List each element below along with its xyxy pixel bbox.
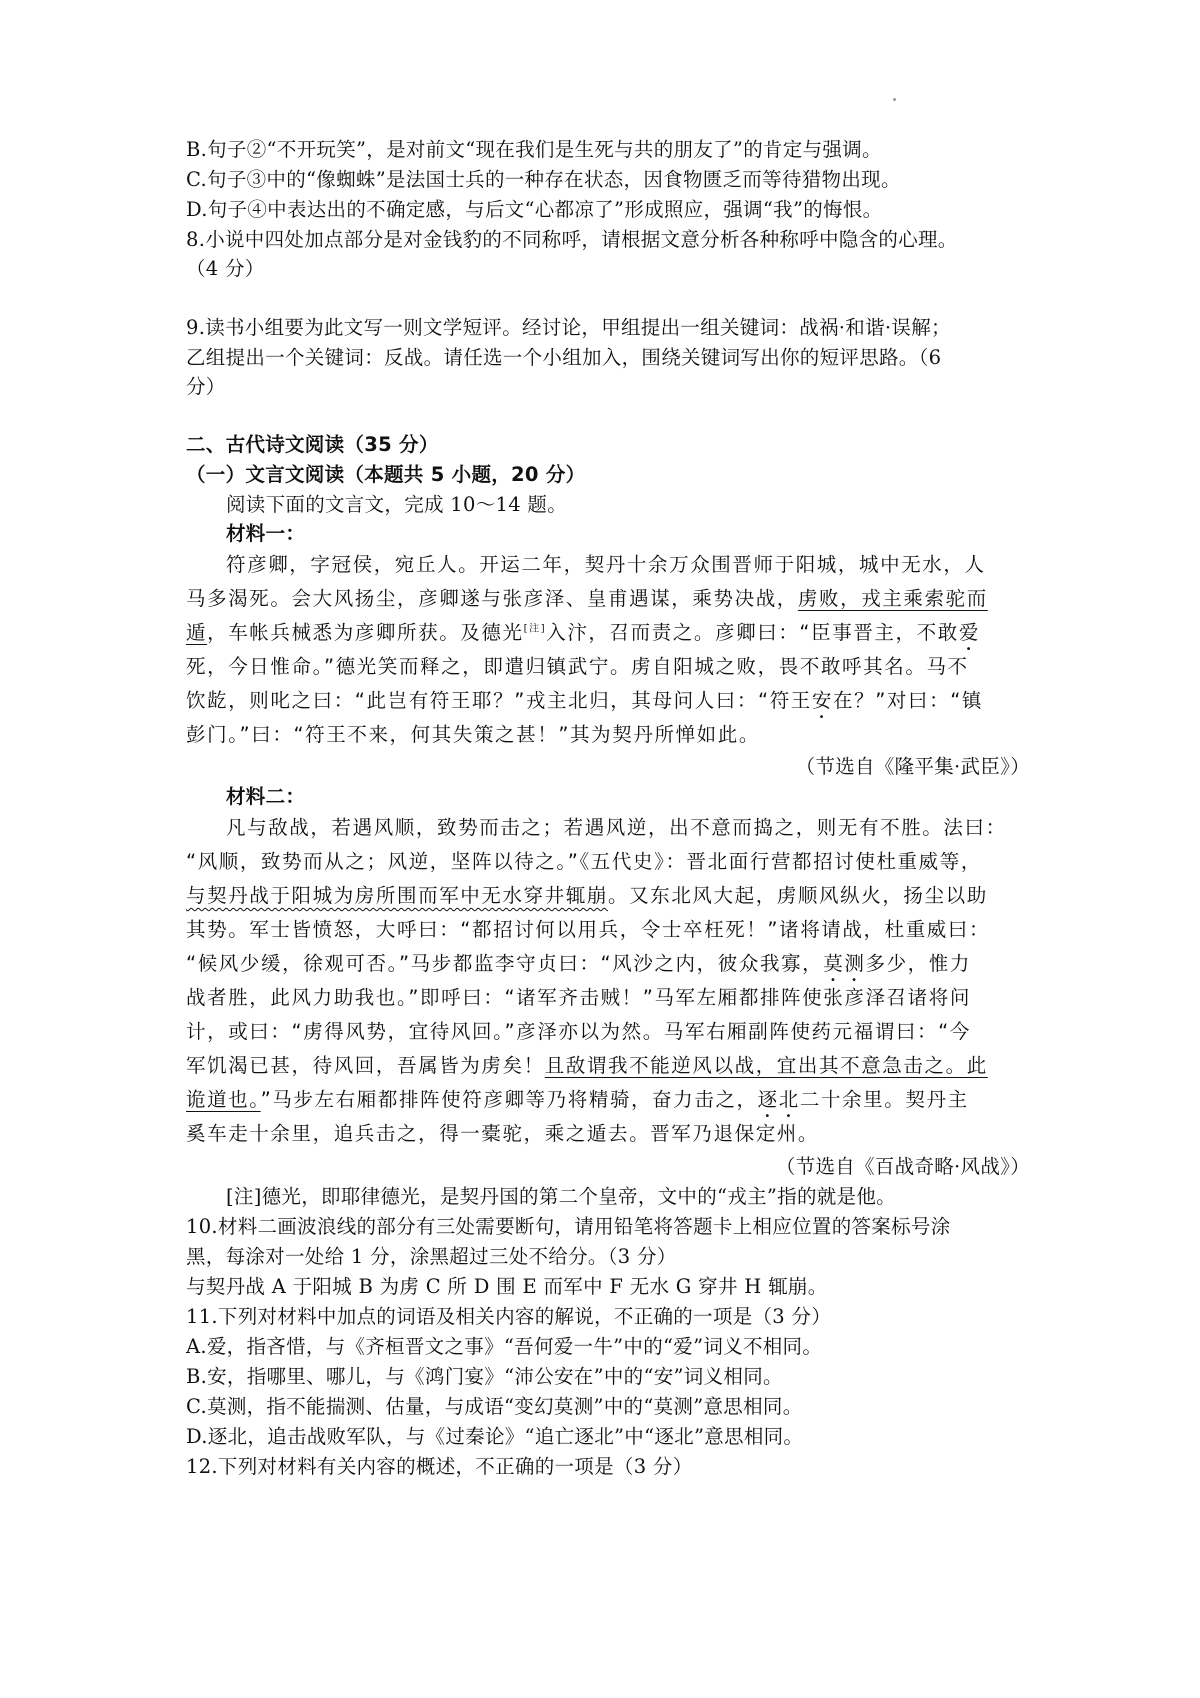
q12-stem: 12.下列对材料有关内容的概述，不正确的一项是（3 分） bbox=[186, 1455, 693, 1478]
m2-line8-text: 军饥渴已甚，待风回，吾属皆为虏矣！ bbox=[186, 1054, 545, 1077]
dotted-word-zhubei: 逐北 bbox=[757, 1088, 800, 1111]
m1-line1: 符彦卿，字冠侯，宛丘人。开运二年，契丹十余万众围晋师于阳城，城中无水，人 bbox=[226, 553, 986, 576]
q8-line1: 8.小说中四处加点部分是对金钱豹的不同称呼，请根据文意分析各种称呼中隐含的心理。 bbox=[186, 228, 958, 251]
q10-line2: 黑，每涂对一处给 1 分，涂黑超过三处不给分。（3 分） bbox=[186, 1245, 677, 1268]
q7-option-d: D.句子④中表达出的不确定感，与后文“心都凉了”形成照应，强调“我”的悔恨。 bbox=[186, 198, 883, 221]
m2-line7: 计，或曰：“虏得风势，宜待风回。”彦泽亦以为然。马军右厢副阵使药元福谓曰：“今 bbox=[186, 1020, 971, 1043]
note-marker: [注] bbox=[523, 623, 547, 635]
m1-line5-text2: 在？”对曰：“镇 bbox=[833, 689, 984, 712]
dotted-word-moce: 莫测 bbox=[823, 952, 866, 975]
m2-line5-text2: 多少，惟力 bbox=[865, 952, 971, 975]
q9-line1: 9.读书小组要为此文写一则文学短评。经讨论，甲组提出一组关键词：战祸·和谐·误解； bbox=[186, 316, 951, 339]
m2-line3-text: 。又东北风大起，虏顺风纵火，扬尘以助 bbox=[608, 884, 988, 907]
material2-title: 材料二： bbox=[226, 785, 306, 808]
m2-line4: 其势。军士皆愤怒，大呼曰：“都招讨何以用兵，令士卒枉死！”诸将请战，杜重威曰： bbox=[186, 918, 991, 941]
q9-line3: 分） bbox=[186, 375, 226, 398]
q11-option-a: A.爱，指吝惜，与《齐桓晋文之事》“吾何爱一牛”中的“爱”词义不相同。 bbox=[186, 1335, 823, 1358]
m2-line8 bbox=[186, 1053, 1030, 1079]
reading-instruction: 阅读下面的文言文，完成 10～14 题。 bbox=[226, 493, 568, 516]
scan-dot bbox=[893, 98, 896, 101]
m1-line3-text2: 入汴，召而责之。彦卿曰：“臣事晋主，不敢 bbox=[546, 621, 959, 644]
q8-line2: （4 分） bbox=[186, 257, 265, 280]
q11-option-d: D.逐北，追击战败军队，与《过秦论》“追亡逐北”中“逐北”意思相同。 bbox=[186, 1425, 804, 1448]
m2-line1: 凡与敌战，若遇风顺，致势而击之；若遇风逆，出不意而捣之，则无有不胜。法曰： bbox=[226, 816, 1007, 839]
m2-line3 bbox=[186, 883, 1030, 909]
m2-line5 bbox=[186, 951, 1030, 986]
dotted-word-ai: 爱 bbox=[958, 621, 980, 644]
m2-underlined-sentence-b: 诡道也。 bbox=[186, 1088, 261, 1111]
annotation-note: [注]德光，即耶律德光，是契丹国的第二个皇帝，文中的“戎主”指的就是他。 bbox=[226, 1185, 896, 1208]
dotted-word-an: 安 bbox=[811, 689, 834, 712]
m1-line2-text: 马多渴死。会大风扬尘，彦卿遂与张彦泽、皇甫遇谋，乘势决战， bbox=[186, 587, 798, 610]
m2-underlined-sentence-a: 且敌谓我不能逆风以战，宜出其不意急击之。此 bbox=[544, 1054, 988, 1077]
section2-subtitle: （一）文言文阅读（本题共 5 小题，20 分） bbox=[186, 463, 586, 486]
m2-source: （节选自《百战奇略·风战》） bbox=[775, 1155, 1030, 1178]
q7-option-c: C.句子③中的“像蜘蛛”是法国士兵的一种存在状态，因食物匮乏而等待猎物出现。 bbox=[186, 168, 901, 191]
q11-option-b: B.安，指哪里、哪儿，与《鸿门宴》“沛公安在”中的“安”词义相同。 bbox=[186, 1365, 783, 1388]
m1-line6: 彭门。”曰：“符王不来，何其失策之甚！”其为契丹所惮如此。 bbox=[186, 723, 760, 746]
m1-line2 bbox=[186, 586, 1030, 612]
m1-line4: 死，今日惟命。”德光笑而释之，即遣归镇武宁。虏自阳城之败，畏不敢呼其名。马不 bbox=[186, 655, 969, 678]
q9-line2: 乙组提出一个关键词：反战。请任选一个小组加入，围绕关键词写出你的短评思路。（6 bbox=[186, 346, 942, 369]
q11-stem: 11.下列对材料中加点的词语及相关内容的解说，不正确的一项是（3 分） bbox=[186, 1305, 832, 1328]
m2-wavy-sentence: 与契丹战于阳城为房所围而军中无水穿井辄崩 bbox=[186, 884, 609, 907]
m2-line6: 战者胜，此风力助我也。”即呼曰：“诸军齐击贼！”马军左厢都排阵使张彦泽召诸将问 bbox=[186, 986, 971, 1009]
m1-line3-text: ，车帐兵械悉为彦卿所获。及德光 bbox=[207, 621, 524, 644]
m1-line5 bbox=[186, 688, 1030, 723]
m1-source: （节选自《隆平集·武臣》） bbox=[795, 755, 1030, 778]
material1-title: 材料一： bbox=[226, 522, 306, 545]
m1-underlined-sentence-b: 遁 bbox=[186, 621, 208, 644]
m2-line5-text: “候风少缓，徐观可否。”马步都监李守贞曰：“风沙之内，彼众我寡， bbox=[186, 952, 824, 975]
m1-line3 bbox=[186, 620, 1030, 655]
m1-underlined-sentence-a: 虏败，戎主乘索驼而 bbox=[797, 587, 988, 610]
q10-line1: 10.材料二画波浪线的部分有三处需要断句，请用铅笔将答题卡上相应位置的答案标号涂 bbox=[186, 1215, 951, 1238]
m2-line10: 奚车走十余里，追兵击之，得一橐驼，乘之遁去。晋军乃退保定州。 bbox=[186, 1122, 820, 1145]
q11-option-c: C.莫测，指不能揣测、估量，与成语“变幻莫测”中的“莫测”意思相同。 bbox=[186, 1395, 803, 1418]
q10-line3: 与契丹战 A 于阳城 B 为虏 C 所 D 围 E 而军中 F 无水 G 穿井 H 辄崩。 bbox=[186, 1275, 828, 1298]
m2-line9-text: ”马步左右厢都排阵使符彦卿等乃将精骑，奋力击之， bbox=[260, 1088, 758, 1111]
section2-title: 二、古代诗文阅读（35 分） bbox=[186, 433, 439, 456]
m2-line2: “风顺，致势而从之；风逆，坚阵以待之。”《五代史》：晋北面行营都招讨使杜重威等， bbox=[186, 850, 982, 873]
m1-line5-text: 饮龁，则叱之曰：“此岂有符王耶？”戎主北归，其母问人曰：“符王 bbox=[186, 689, 812, 712]
m2-line9-text2: 二十余里。契丹主 bbox=[799, 1088, 969, 1111]
m2-line9 bbox=[186, 1087, 1030, 1122]
q7-option-b: B.句子②“不开玩笑”，是对前文“现在我们是生死与共的朋友了”的肯定与强调。 bbox=[186, 138, 882, 161]
